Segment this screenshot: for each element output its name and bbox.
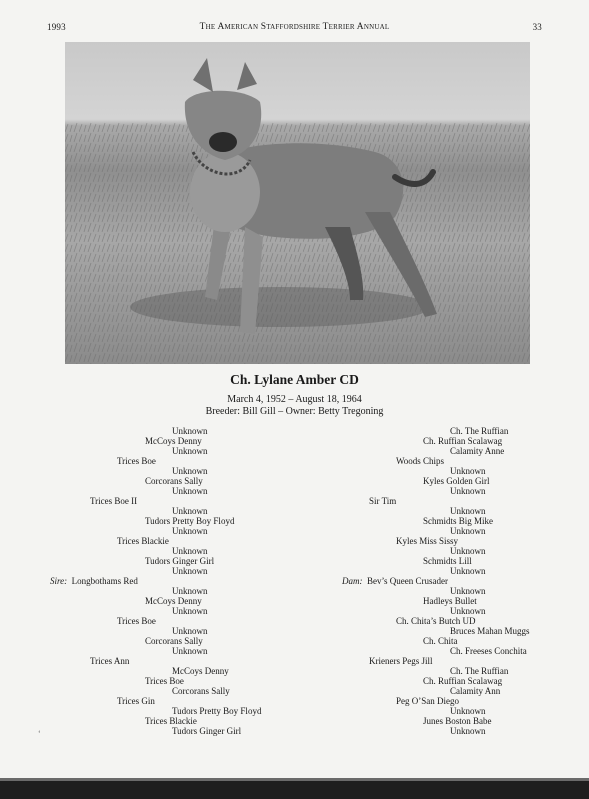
scan-bottom-edge — [0, 781, 589, 799]
sire-label: Sire: — [50, 576, 68, 586]
pedigree-entry: Unknown — [172, 546, 208, 556]
dam-name: Bev’s Queen Crusader — [367, 576, 448, 586]
pedigree-entry: Trices Gin — [117, 696, 155, 706]
pedigree-entry: Ch. Chita — [423, 636, 458, 646]
pedigree-entry: Trices Ann — [90, 656, 130, 666]
dog-photo — [65, 42, 530, 364]
pedigree-entry: Ch. Freeses Conchita — [450, 646, 527, 656]
pedigree-entry: Tudors Pretty Boy Floyd — [172, 706, 262, 716]
pedigree-entry: Trices Boe — [145, 676, 184, 686]
pedigree-entry: Unknown — [450, 486, 486, 496]
pedigree-entry: Peg O’San Diego — [396, 696, 459, 706]
pedigree-entry: Unknown — [450, 466, 486, 476]
pedigree-entry: Unknown — [172, 506, 208, 516]
pedigree-entry: Trices Boe II — [90, 496, 138, 506]
pedigree-entry: Unknown — [172, 466, 208, 476]
breeder-owner-line: Breeder: Bill Gill – Owner: Betty Tregoning — [205, 406, 384, 417]
pedigree-entry: Unknown — [450, 506, 486, 516]
pedigree-entry: Trices Boe — [117, 456, 156, 466]
pedigree-entry: Calamity Anne — [450, 446, 505, 456]
pedigree-entry: Schmidts Lill — [423, 556, 472, 566]
pedigree-entry: Kyles Miss Sissy — [396, 536, 459, 546]
page-mark: ‘ — [38, 729, 41, 738]
pedigree-entry: Unknown — [450, 606, 486, 616]
pedigree-entry: Unknown — [172, 646, 208, 656]
pedigree-entry: Corcorans Sally — [172, 686, 230, 696]
pedigree-entry: Unknown — [172, 486, 208, 496]
pedigree-entry: Ch. Chita’s Butch UD — [396, 616, 476, 626]
pedigree-entry: McCoys Denny — [145, 596, 202, 606]
pedigree-entry: Unknown — [450, 726, 486, 736]
pedigree-entry: Unknown — [172, 426, 208, 436]
pedigree-entry: Woods Chips — [396, 456, 445, 466]
dog-dates: March 4, 1952 – August 18, 1964 — [227, 394, 362, 405]
pedigree-entry: Tudors Ginger Girl — [145, 556, 215, 566]
pedigree-entry: Schmidts Big Mike — [423, 516, 494, 526]
pedigree-entry: Unknown — [172, 446, 208, 456]
pedigree-entry: Ch. Ruffian Scalawag — [423, 676, 503, 686]
pedigree-entry: Trices Blackie — [117, 536, 169, 546]
pedigree-entry: Unknown — [450, 706, 486, 716]
pedigree-entry: Corcorans Sally — [145, 476, 203, 486]
pedigree-entry: Unknown — [172, 606, 208, 616]
pedigree-entry: Unknown — [450, 526, 486, 536]
pedigree-entry: Unknown — [172, 566, 208, 576]
pedigree-entry: Junes Boston Babe — [423, 716, 492, 726]
pedigree-entry: Corcorans Sally — [145, 636, 203, 646]
dam-line — [342, 577, 448, 587]
pedigree-entry: Kyles Golden Girl — [423, 476, 490, 486]
dam-label: Dam: — [342, 576, 363, 586]
pedigree-entry: Ch. Ruffian Scalawag — [423, 436, 503, 446]
dog-name-title: Ch. Lylane Amber CD — [230, 372, 359, 387]
pedigree-entry: Ch. The Ruffian — [450, 426, 509, 436]
header-year: 1993 — [47, 22, 66, 32]
pedigree-entry: Krieners Pegs Jill — [369, 656, 433, 666]
header-page-number: 33 — [532, 22, 542, 32]
pedigree-entry: Unknown — [172, 526, 208, 536]
pedigree-entry: Bruces Mahan Muggs — [450, 626, 530, 636]
pedigree-entry: McCoys Denny — [172, 666, 229, 676]
sire-name: Longbothams Red — [71, 576, 138, 586]
sire-line — [50, 577, 138, 587]
pedigree-entry: Sir Tim — [369, 496, 397, 506]
pedigree-entry: Trices Boe — [117, 616, 156, 626]
pedigree-entry: Calamity Ann — [450, 686, 501, 696]
pedigree-entry: McCoys Denny — [145, 436, 202, 446]
pedigree-entry: Unknown — [450, 566, 486, 576]
pedigree-entry: Unknown — [172, 586, 208, 596]
pedigree-entry: Unknown — [450, 546, 486, 556]
pedigree-entry: Ch. The Ruffian — [450, 666, 509, 676]
pedigree-entry: Trices Blackie — [145, 716, 197, 726]
pedigree-entry: Unknown — [172, 626, 208, 636]
pedigree-entry: Tudors Ginger Girl — [172, 726, 242, 736]
pedigree-entry: Unknown — [450, 586, 486, 596]
header-title: The American Staffordshire Terrier Annual — [199, 22, 390, 32]
pedigree-entry: Hadleys Bullet — [423, 596, 477, 606]
pedigree-entry: Tudors Pretty Boy Floyd — [145, 516, 235, 526]
